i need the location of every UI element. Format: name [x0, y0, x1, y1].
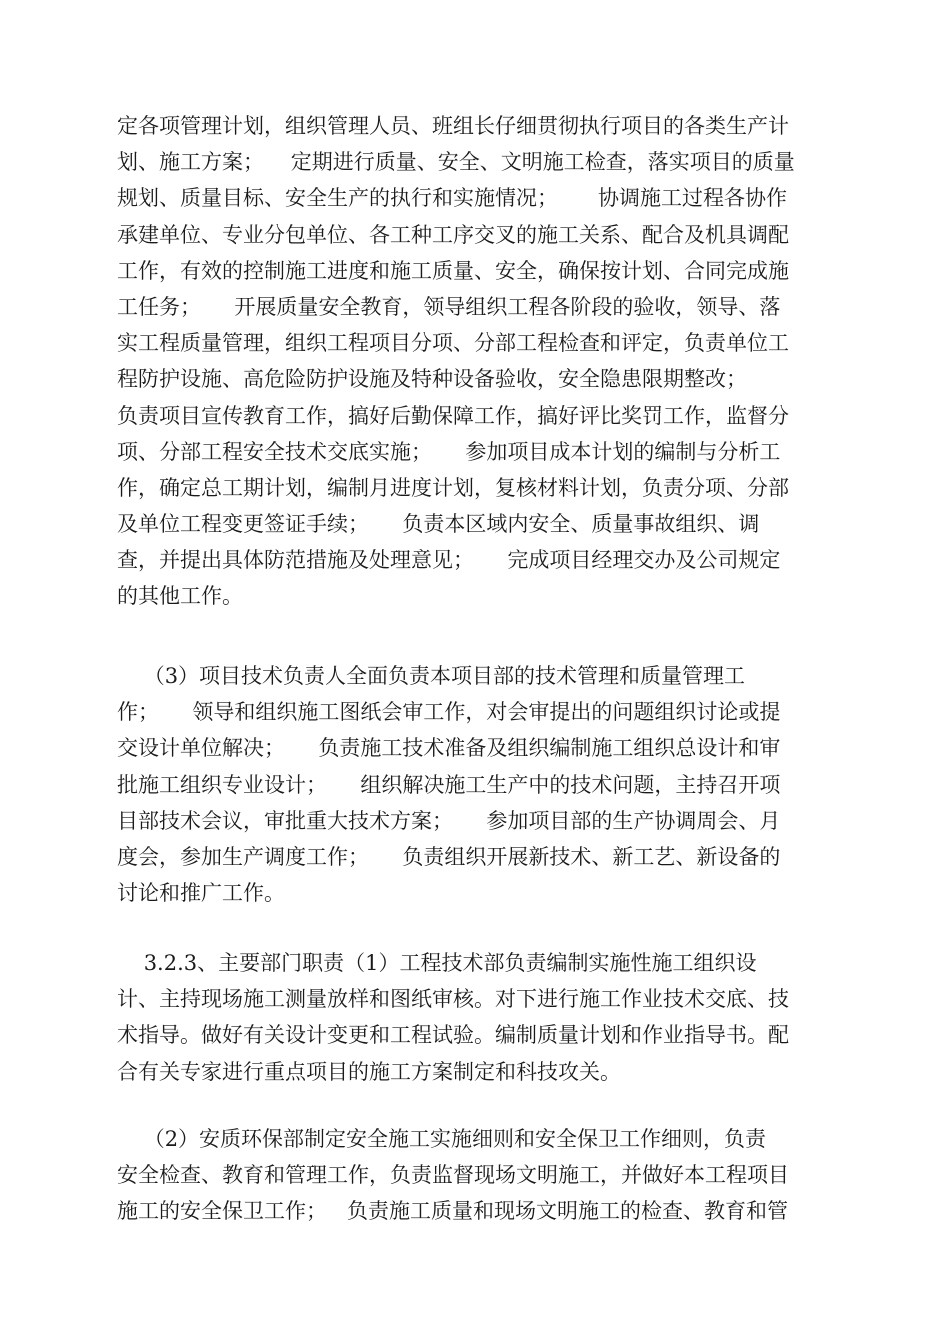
- text-line: 工作，有效的控制施工进度和施工质量、安全，确保按计划、合同完成施: [117, 258, 789, 283]
- text-line: 划、施工方案； 定期进行质量、安全、文明施工检查，落实项目的质量: [117, 150, 795, 175]
- text-line: 施工的安全保卫工作； 负责施工质量和现场文明施工的检查、教育和管: [117, 1199, 789, 1224]
- text-line: 3.2.3、主要部门职责（1）工程技术部负责编制实施性施工组织设: [117, 951, 757, 975]
- text-line: 查，并提出具体防范措施及处理意见； 完成项目经理交办及公司规定: [117, 548, 781, 573]
- text-line: 度会，参加生产调度工作； 负责组织开展新技术、新工艺、新设备的: [117, 844, 781, 869]
- text-line: 项、分部工程安全技术交底实施； 参加项目成本计划的编制与分析工: [117, 439, 781, 464]
- text-line: 交设计单位解决； 负责施工技术准备及组织编制施工组织总设计和审: [117, 736, 781, 761]
- text-line: 规划、质量目标、安全生产的执行和实施情况； 协调施工过程各协作: [117, 186, 788, 211]
- text-line: 合有关专家进行重点项目的施工方案制定和科技攻关。: [117, 1059, 621, 1084]
- paragraph-department-duties: [117, 945, 837, 1090]
- text-line: 实工程质量管理，组织工程项目分项、分部工程检查和评定，负责单位工: [117, 331, 789, 356]
- text-line: 计、主持现场施工测量放样和图纸审核。对下进行施工作业技术交底、技: [117, 987, 789, 1012]
- text-line: 的其他工作。: [117, 584, 243, 609]
- paragraph-technical-lead-duties: [117, 658, 837, 911]
- text-line: 负责项目宣传教育工作，搞好后勤保障工作，搞好评比奖罚工作，监督分: [117, 403, 789, 428]
- text-line: 讨论和推广工作。: [117, 881, 285, 906]
- text-line: 定各项管理计划，组织管理人员、班组长仔细贯彻执行项目的各类生产计: [117, 114, 789, 138]
- text-line: 承建单位、专业分包单位、各工种工序交叉的施工关系、配合及机具调配: [117, 222, 789, 247]
- text-line: 及单位工程变更签证手续； 负责本区域内安全、质量事故组织、调: [117, 512, 760, 537]
- text-line: （2）安质环保部制定安全施工实施细则和安全保卫工作细则，负责: [117, 1127, 767, 1151]
- text-line: 程防护设施、高危险防护设施及特种设备验收，安全隐患限期整改；: [117, 367, 747, 392]
- text-line: 目部技术会议，审批重大技术方案； 参加项目部的生产协调周会、月: [117, 808, 781, 833]
- text-line: 术指导。做好有关设计变更和工程试验。编制质量计划和作业指导书。配: [117, 1023, 789, 1048]
- text-line: 作，确定总工期计划，编制月进度计划，复核材料计划，负责分项、分部: [117, 475, 789, 500]
- text-line: 安全检查、教育和管理工作，负责监督现场文明施工，并做好本工程项目: [117, 1163, 789, 1188]
- text-line: 工任务； 开展质量安全教育，领导组织工程各阶段的验收，领导、落: [117, 294, 781, 319]
- text-line: （3）项目技术负责人全面负责本项目部的技术管理和质量管理工: [117, 664, 746, 688]
- paragraph-safety-department-duties: [117, 1121, 837, 1230]
- paragraph-management-duties: [117, 108, 837, 615]
- text-line: 批施工组织专业设计； 组织解决施工生产中的技术问题，主持召开项: [117, 772, 781, 797]
- text-line: 作； 领导和组织施工图纸会审工作，对会审提出的问题组织讨论或提: [117, 700, 781, 725]
